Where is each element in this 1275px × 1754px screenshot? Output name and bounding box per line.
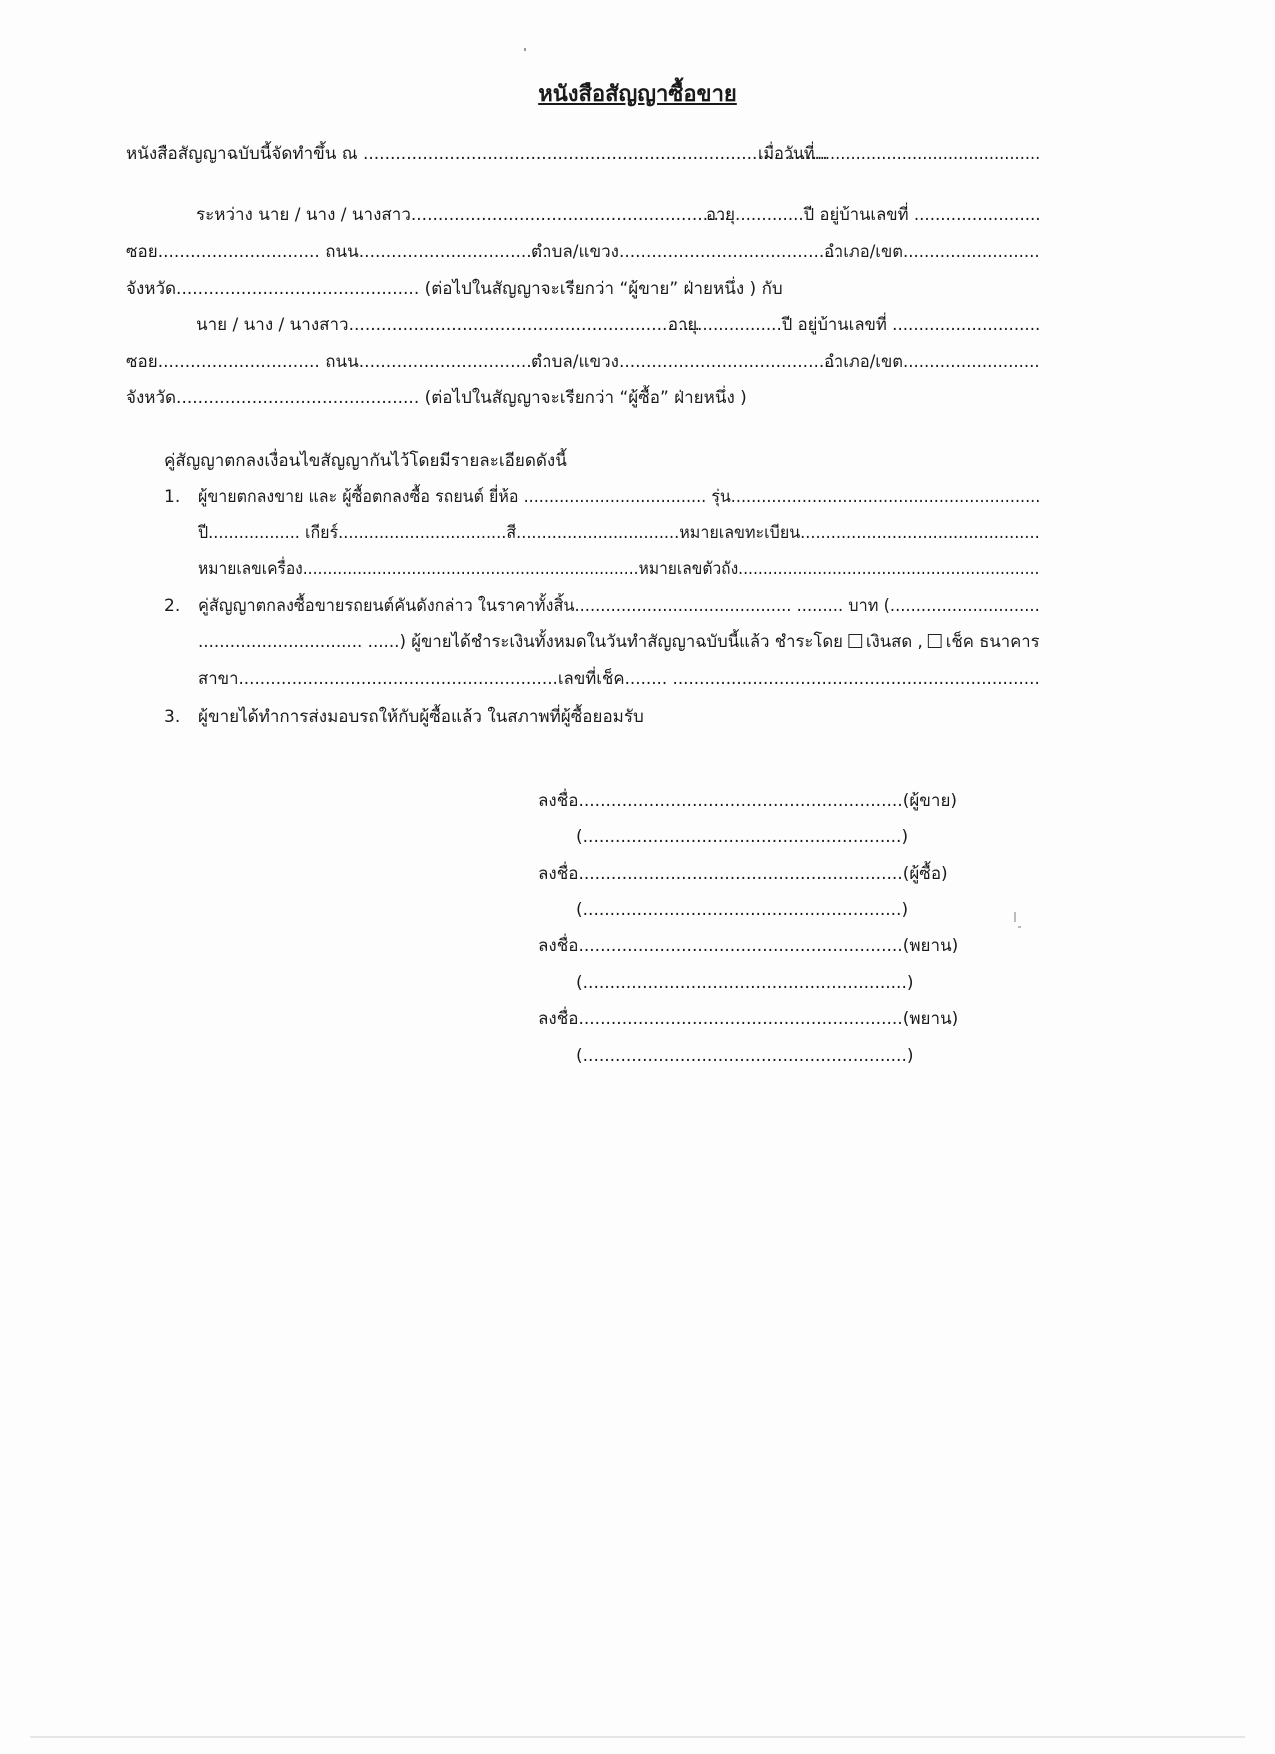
agreement-intro: คู่สัญญาตกลงเงื่อนไขสัญญากันไว้โดยมีรายละเอียดดังนี้: [164, 451, 567, 471]
witness-1-printed-name: (............................................................): [576, 973, 914, 993]
buyer-province-line: จังหวัด............................................. (ต่อไปในสัญญาจะเรียกว่า “ผู้ซื้อ” ฝ่ายหนึ่ง ): [126, 388, 747, 408]
clause-1-line-3: หมายเลขเครื่อง....................................................................หมายเลขตัวถัง.............................................................: [198, 559, 1040, 579]
clause-3-number: 3.: [164, 707, 181, 727]
clause-1-line-1: ผู้ขายตกลงขาย และ ผู้ซื้อตกลงซื้อ รถยนต์ ยี่ห้อ .................................... รุ่น.............................................................: [198, 487, 1041, 507]
buyer-subdistrict: ตำบล/แขวง.........................................: [531, 352, 841, 372]
clause-3-line-1: ผู้ขายได้ทำการส่งมอบรถให้กับผู้ซื้อแล้ว ในสภาพที่ผู้ซื้อยอมรับ: [198, 707, 644, 727]
buyer-name-line: นาย / นาง / นางสาว.................................................................: [196, 315, 700, 335]
seller-age-address: อายุ.............ปี อยู่บ้านเลขที่ ........................: [706, 205, 1041, 225]
witness-1-signature-line: ลงชื่อ............................................................(พยาน): [538, 936, 959, 956]
cash-label: เงินสด ,: [865, 632, 923, 652]
check-bank-label: เช็ค ธนาคาร: [945, 632, 1040, 652]
clause-2-line-3: สาขา............................................................เลขที่เช็ค........ .....................................................................: [198, 669, 1040, 689]
seller-printed-name: (...........................................................): [576, 827, 909, 847]
seller-subdistrict: ตำบล/แขวง.........................................: [531, 242, 841, 262]
cash-checkbox[interactable]: [848, 634, 862, 648]
buyer-district: อำเภอ/เขต..........................: [824, 352, 1040, 372]
clause-2-line-2: [198, 631, 1040, 653]
buyer-printed-name: (...........................................................): [576, 900, 909, 920]
buyer-signature-line: ลงชื่อ............................................................(ผู้ซื้อ): [538, 864, 948, 884]
seller-province-line: จังหวัด............................................. (ต่อไปในสัญญาจะเรียกว่า “ผู้ขาย” ฝ่ายหนึ่ง ) กับ: [126, 279, 783, 299]
witness-2-printed-name: (............................................................): [576, 1046, 914, 1066]
seller-soi-road: ซอย.............................. ถนน...................................: [126, 242, 548, 262]
clause-2-line-1: คู่สัญญาตกลงซื้อขายรถยนต์คันดังกล่าว ในราคาทั้งสิ้น.......................................... ......... บาท (.............................: [198, 596, 1040, 616]
witness-2-signature-line: ลงชื่อ............................................................(พยาน): [538, 1009, 959, 1029]
intro-place: หนังสือสัญญาฉบับนี้จัดทำขึ้น ณ ......................................................................................: [126, 144, 828, 164]
clause-1-number: 1.: [164, 487, 181, 507]
clause-2-payment-text: ............................... ......) ผู้ขายได้ชำระเงินทั้งหมดในวันทำสัญญาฉบับนี้แล้ว ชำระโดย: [198, 632, 843, 652]
intro-date: เมื่อวันที่............................................: [758, 144, 1041, 164]
scan-mark: [1014, 912, 1016, 922]
clause-2-number: 2.: [164, 596, 181, 616]
clause-1-line-2: ปี.................. เกียร์.................................สี................................หมายเลขทะเบียน...............................................: [198, 523, 1040, 543]
buyer-soi-road: ซอย.............................. ถนน...................................: [126, 352, 548, 372]
seller-district: อำเภอ/เขต..........................: [824, 242, 1040, 262]
scan-mark: [1018, 926, 1021, 928]
buyer-age-address: อายุ................ปี อยู่บ้านเลขที่ ............................: [668, 315, 1041, 335]
seller-signature-line: ลงชื่อ............................................................(ผู้ขาย): [538, 791, 958, 811]
scan-speck: [524, 48, 526, 51]
document-title: หนังสือสัญญาซื้อขาย: [538, 82, 737, 107]
check-checkbox[interactable]: [928, 634, 942, 648]
seller-name-line: ระหว่าง นาย / นาง / นางสาว...........................................................: [196, 205, 730, 225]
scan-bottom-edge: [30, 1736, 1245, 1738]
